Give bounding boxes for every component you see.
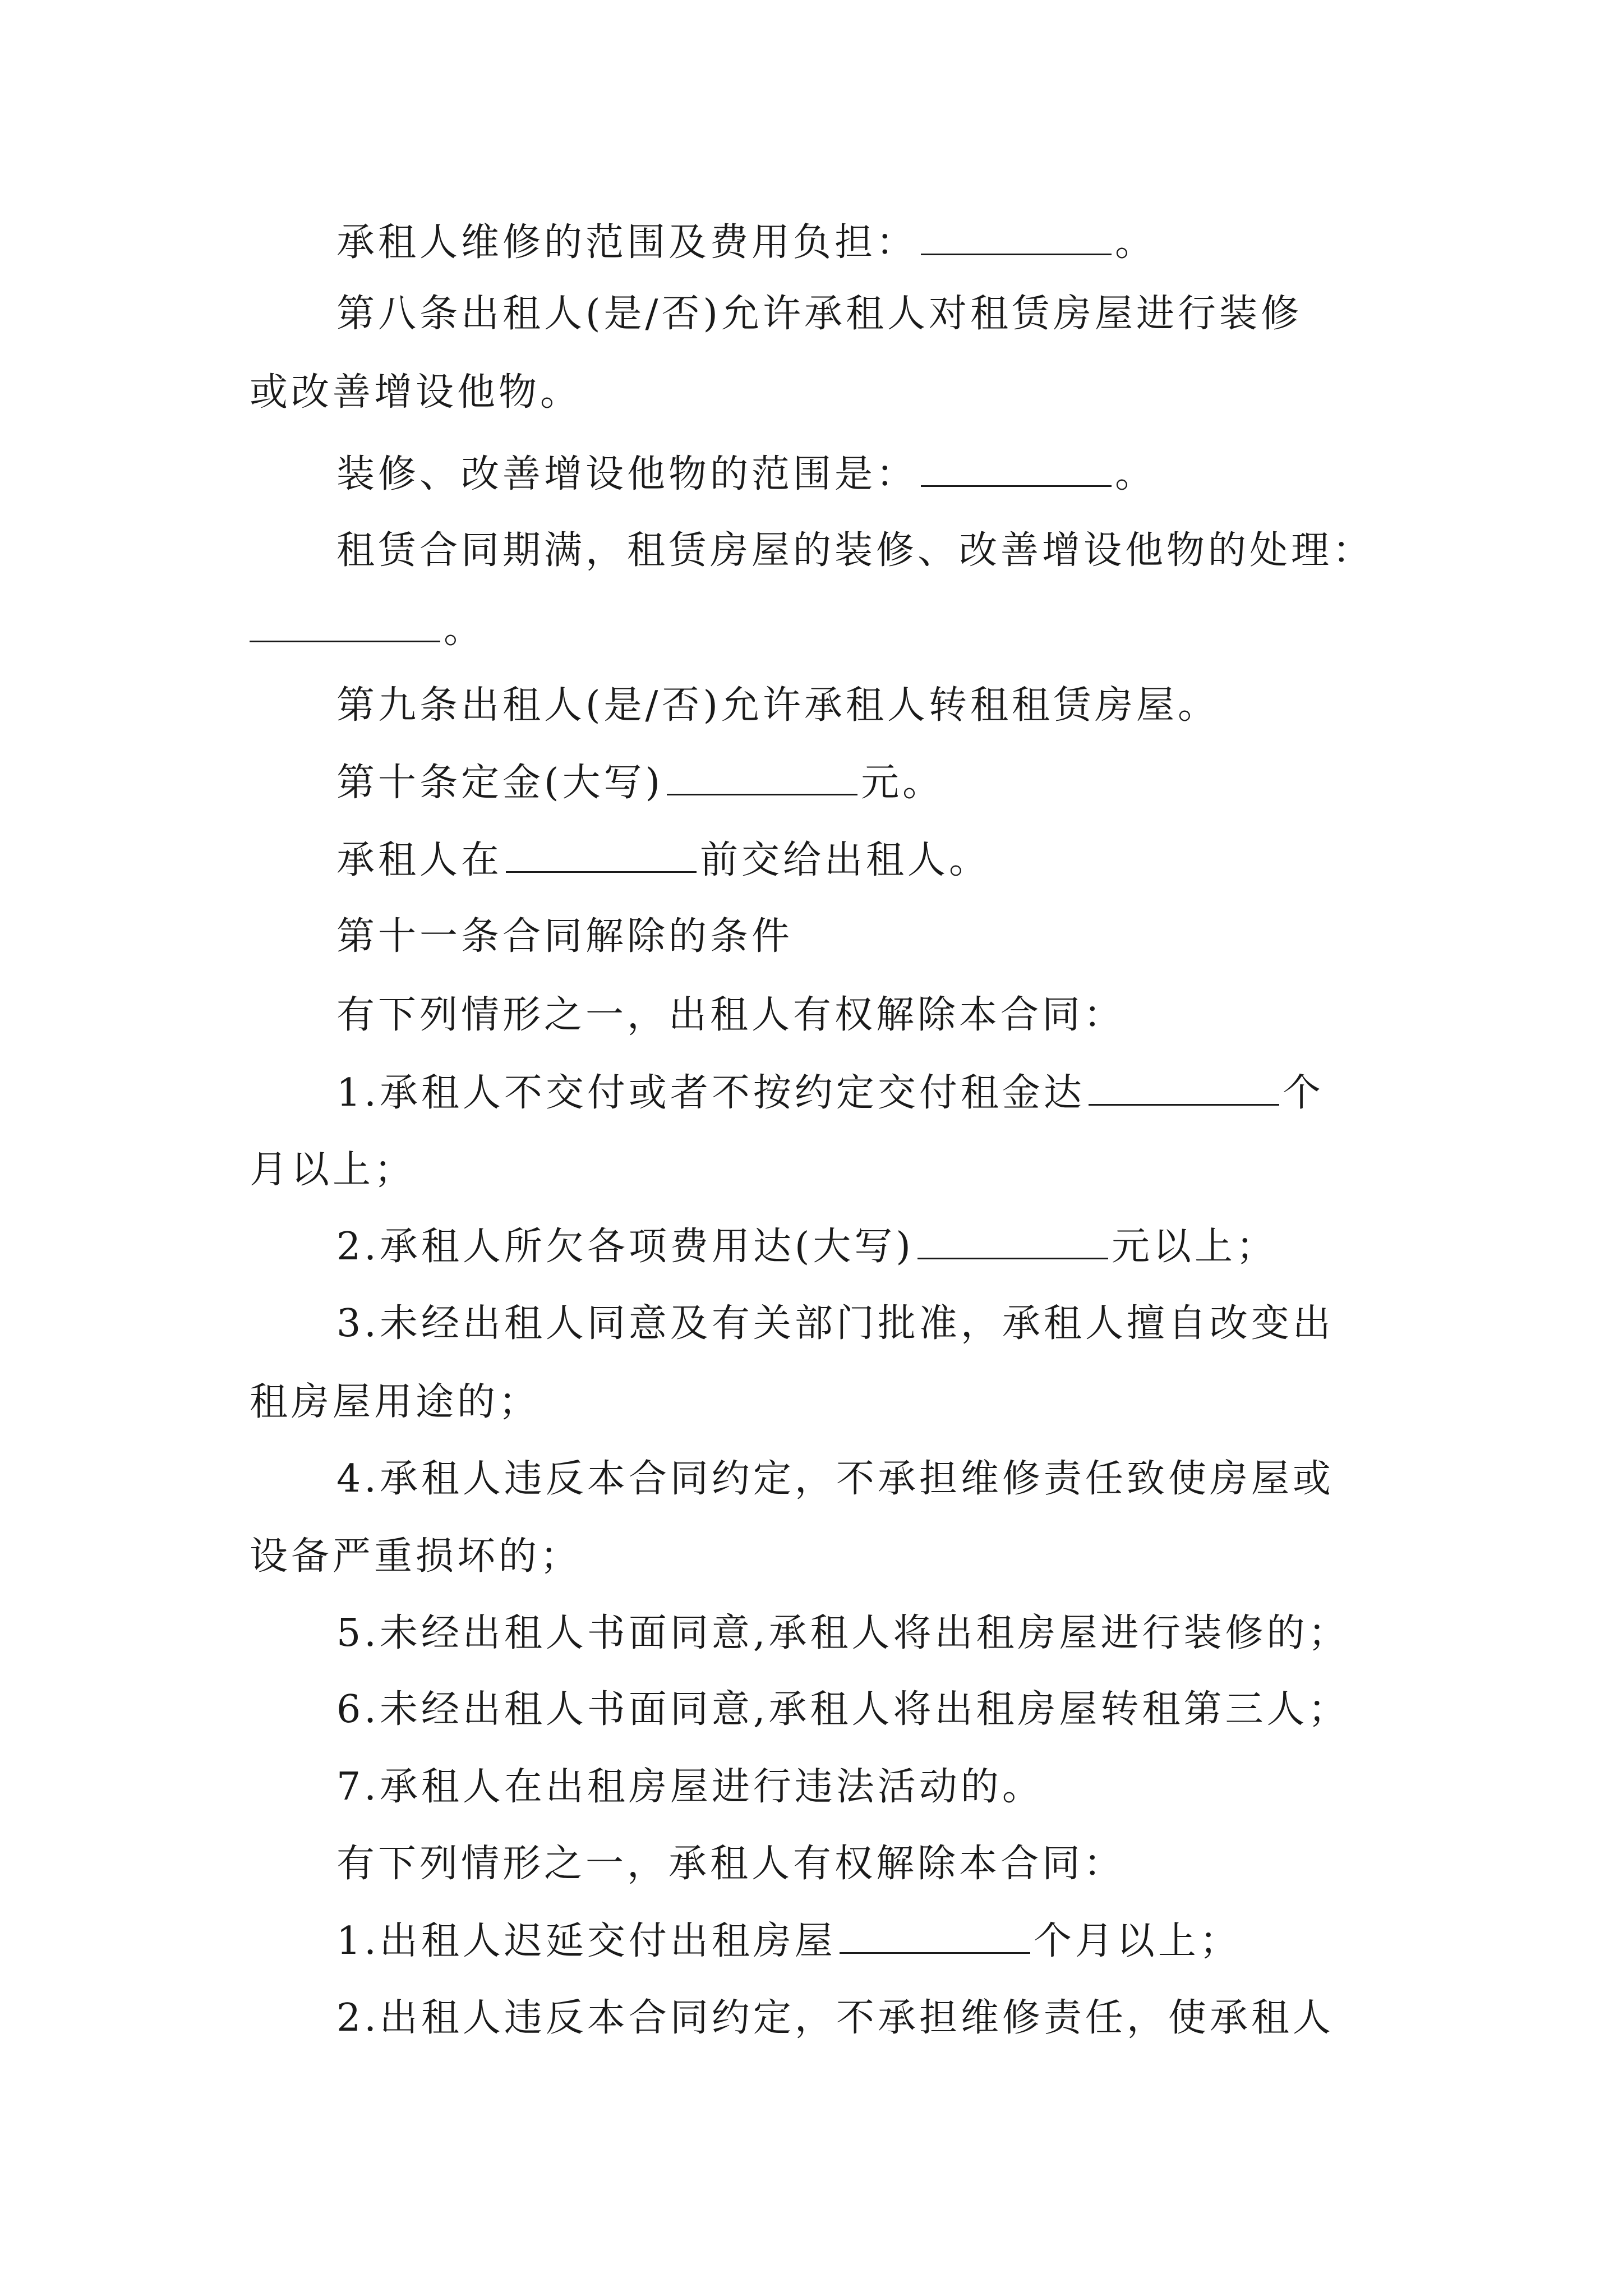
text-segment: 。: [444, 608, 486, 652]
text-segment: 月以上；: [250, 1148, 416, 1192]
fill-in-blank: [1089, 1065, 1279, 1106]
fill-in-blank: [921, 214, 1112, 255]
text-segment: 1.承租人不交付或者不按约定交付租金达: [336, 1071, 1085, 1115]
text-line: [336, 754, 944, 811]
text-segment: 设备严重损坏的；: [250, 1534, 582, 1579]
text-line: [336, 523, 1374, 579]
text-line: [336, 1451, 1334, 1507]
text-line: [336, 446, 1156, 503]
text-segment: 2.承租人所欠各项费用达(大写): [336, 1225, 914, 1269]
text-line: [336, 1605, 1350, 1662]
text-line: [336, 1218, 1278, 1275]
text-line: [250, 1529, 582, 1585]
text-line: [336, 1759, 1044, 1815]
text-line: [336, 1682, 1350, 1738]
text-segment: 个: [1282, 1071, 1324, 1115]
text-segment: 前交给出租人。: [700, 838, 991, 882]
fill-in-blank: [250, 601, 440, 642]
text-segment: 3.未经出租人同意及有关部门批准，承租人擅自改变出: [336, 1301, 1334, 1346]
fill-in-blank: [667, 754, 857, 795]
text-segment: 元以上；: [1111, 1225, 1278, 1269]
text-line: [336, 1296, 1334, 1352]
text-segment: 租房屋用途的；: [250, 1380, 541, 1424]
text-line: [336, 286, 1302, 342]
text-segment: 承租人维修的范围及费用负担：: [336, 220, 918, 265]
text-line: [336, 1990, 1334, 2046]
text-segment: 第八条出租人(是/否)允许承租人对租赁房屋进行装修: [336, 292, 1302, 336]
text-segment: 或改善增设他物。: [250, 370, 582, 415]
text-segment: 6.未经出租人书面同意,承租人将出租房屋转租第三人；: [336, 1687, 1350, 1732]
fill-in-blank: [506, 832, 697, 873]
text-segment: 1.出租人迟延交付出租房屋: [336, 1919, 836, 1963]
text-line: [250, 1374, 540, 1430]
text-segment: 承租人在: [336, 838, 503, 882]
text-line: [336, 1065, 1324, 1121]
text-segment: 4.承租人违反本合同约定，不承担维修责任致使房屋或: [336, 1457, 1334, 1501]
text-line: [250, 601, 485, 658]
text-segment: 有下列情形之一，出租人有权解除本合同：: [336, 993, 1126, 1037]
text-segment: 装修、改善增设他物的范围是：: [336, 452, 918, 496]
text-segment: 2.出租人违反本合同约定，不承担维修责任，使承租人: [336, 1996, 1334, 2040]
text-segment: 有下列情形之一，承租人有权解除本合同：: [336, 1842, 1126, 1886]
text-segment: 7.承租人在出租房屋进行违法活动的。: [336, 1765, 1044, 1809]
text-line: [336, 1913, 1241, 1970]
fill-in-blank: [917, 1218, 1108, 1259]
text-line: [336, 832, 990, 889]
text-line: [336, 214, 1156, 271]
text-line: [336, 678, 1219, 734]
text-segment: 5.未经出租人书面同意,承租人将出租房屋进行装修的；: [336, 1611, 1350, 1655]
text-line: [336, 1836, 1125, 1892]
text-segment: 第十一条合同解除的条件: [336, 914, 794, 959]
text-line: [250, 365, 582, 421]
text-line: [250, 1142, 416, 1198]
text-segment: 第九条出租人(是/否)允许承租人转租租赁房屋。: [336, 683, 1219, 728]
text-line: [336, 987, 1125, 1043]
text-segment: 第十条定金(大写): [336, 761, 664, 805]
fill-in-blank: [921, 446, 1112, 487]
text-segment: 个月以上；: [1033, 1919, 1241, 1963]
text-segment: 。: [1115, 452, 1157, 496]
text-segment: 。: [1115, 220, 1157, 265]
text-line: [336, 909, 793, 965]
fill-in-blank: [840, 1913, 1030, 1954]
text-segment: 租赁合同期满，租赁房屋的装修、改善增设他物的处理：: [336, 528, 1375, 573]
text-segment: 元。: [861, 761, 944, 805]
